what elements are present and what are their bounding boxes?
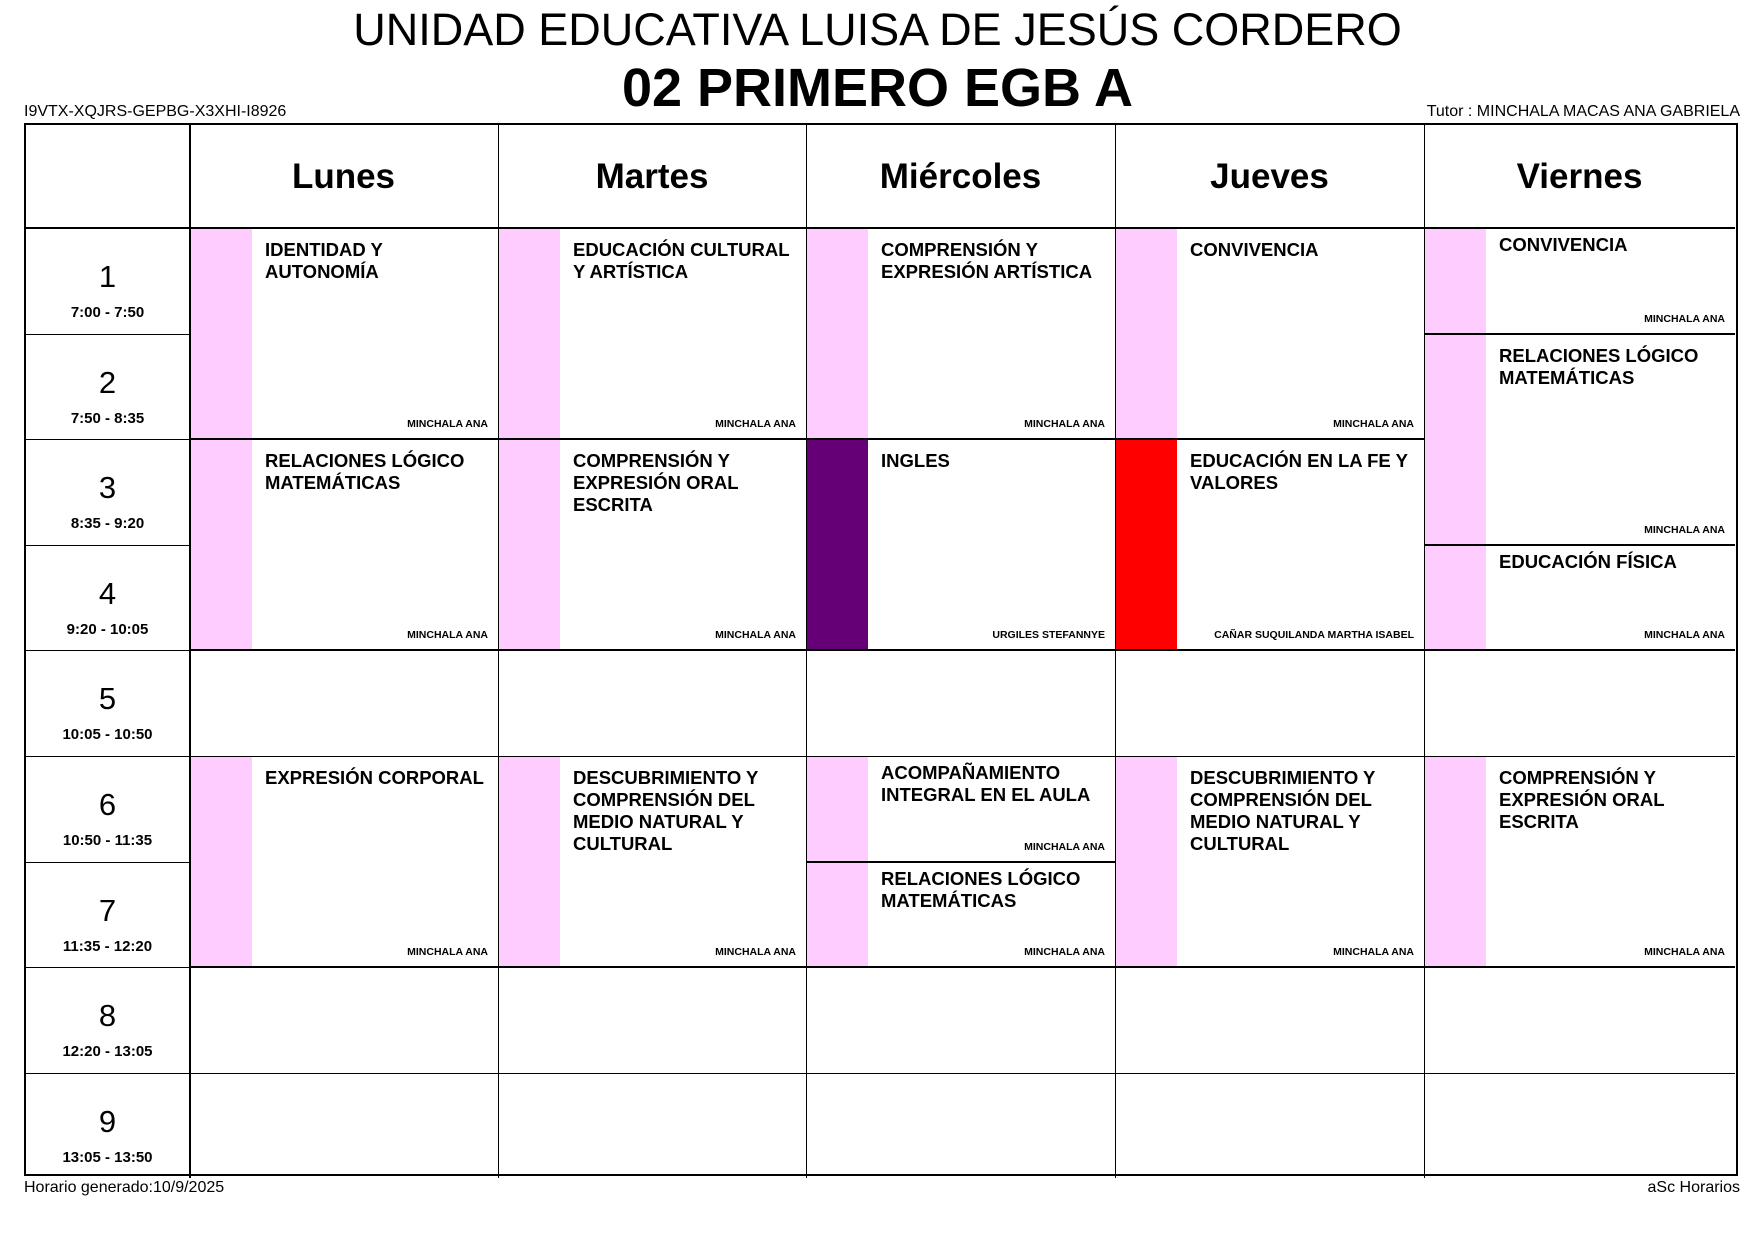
lesson-subject: CONVIVENCIA — [1190, 239, 1319, 260]
period-time: 12:20 - 13:05 — [62, 1043, 153, 1061]
period-number: 2 — [98, 364, 117, 400]
subject-color-bar — [499, 440, 560, 649]
subject-color-bar — [191, 229, 252, 438]
day-header-2: Martes — [595, 156, 709, 196]
lesson-card[interactable] — [1116, 229, 1424, 439]
lesson-subject: CONVIVENCIA — [1499, 234, 1628, 255]
lesson-card[interactable] — [807, 863, 1115, 968]
day-header-1: Lunes — [291, 156, 396, 196]
period-label — [26, 439, 189, 545]
lesson-teacher: MINCHALA ANA — [1644, 523, 1725, 536]
subject-color-bar — [1116, 757, 1177, 966]
lesson-card[interactable] — [1425, 229, 1735, 334]
lesson-teacher: MINCHALA ANA — [1024, 418, 1105, 431]
lesson-teacher: MINCHALA ANA — [1024, 946, 1105, 959]
subject-color-bar — [191, 440, 252, 649]
period-label — [26, 650, 189, 756]
lesson-subject: RELACIONES LÓGICO MATEMÁTICAS — [265, 450, 465, 494]
lesson-subject: ACOMPAÑAMIENTO INTEGRAL EN EL AULA — [881, 762, 1091, 805]
lesson-subject: COMPRENSIÓN Y EXPRESIÓN ORAL ESCRITA — [573, 450, 739, 516]
period-label — [26, 1073, 189, 1179]
subject-color-bar — [191, 757, 252, 966]
lesson-subject: DESCUBRIMIENTO Y COMPRENSIÓN DEL MEDIO NATURAL Y CULTURAL — [573, 767, 759, 854]
lesson-card[interactable] — [1116, 757, 1424, 967]
lesson-card[interactable] — [499, 757, 806, 967]
lesson-subject: RELACIONES LÓGICO MATEMÁTICAS — [1499, 344, 1699, 388]
lesson-teacher: MINCHALA ANA — [1333, 418, 1414, 431]
lesson-subject: COMPRENSIÓN Y EXPRESIÓN ORAL ESCRITA — [1499, 767, 1665, 832]
lesson-card[interactable] — [1425, 335, 1735, 545]
period-label — [26, 545, 189, 651]
subject-color-bar — [1425, 229, 1486, 333]
day-header-3: Miércoles — [879, 156, 1042, 196]
lesson-card[interactable] — [1425, 546, 1735, 651]
class-title: 02 PRIMERO EGB A — [621, 58, 1134, 118]
row-divider — [26, 650, 1735, 651]
subject-color-bar — [1425, 335, 1486, 544]
lesson-subject: IDENTIDAD Y AUTONOMÍA — [265, 239, 383, 282]
period-label — [26, 862, 189, 968]
period-time: 8:35 - 9:20 — [70, 515, 145, 533]
period-time: 13:05 - 13:50 — [62, 1148, 153, 1166]
period-time: 9:20 - 10:05 — [66, 620, 149, 638]
lesson-teacher: URGILES STEFANNYE — [992, 629, 1105, 642]
lesson-card[interactable] — [1425, 757, 1735, 967]
day-header-4: Jueves — [1210, 156, 1329, 196]
period-time: 7:50 - 8:35 — [70, 409, 145, 427]
lesson-subject: DESCUBRIMIENTO Y COMPRENSIÓN DEL MEDIO NATURAL Y CULTURAL — [1190, 767, 1376, 854]
lesson-card[interactable] — [191, 757, 498, 967]
lesson-teacher: MINCHALA ANA — [407, 629, 488, 642]
lesson-teacher: MINCHALA ANA — [1644, 946, 1725, 959]
period-label — [26, 967, 189, 1073]
subject-color-bar — [1116, 440, 1177, 649]
period-number: 3 — [98, 470, 117, 506]
lesson-teacher: MINCHALA ANA — [1644, 312, 1725, 325]
period-number: 8 — [98, 998, 117, 1034]
lesson-card[interactable] — [191, 440, 498, 650]
lesson-card[interactable] — [807, 757, 1115, 862]
period-time: 10:50 - 11:35 — [62, 832, 153, 849]
period-number: 4 — [98, 575, 117, 611]
lesson-card[interactable] — [807, 440, 1115, 650]
subject-color-bar — [1425, 546, 1486, 650]
lesson-teacher: MINCHALA ANA — [715, 629, 796, 642]
school-name: UNIDAD EDUCATIVA LUISA DE JESÚS CORDERO — [353, 4, 1402, 55]
subject-color-bar — [1116, 229, 1177, 438]
lesson-card[interactable] — [499, 440, 806, 650]
subject-color-bar — [807, 229, 868, 438]
subject-color-bar — [499, 757, 560, 966]
lesson-subject: INGLES — [881, 450, 950, 472]
lesson-card[interactable] — [499, 229, 806, 439]
lesson-card[interactable] — [807, 229, 1115, 439]
day-header-5: Viernes — [1516, 156, 1643, 196]
subject-color-bar — [807, 440, 868, 649]
lesson-teacher: MINCHALA ANA — [407, 946, 488, 959]
lesson-subject: RELACIONES LÓGICO MATEMÁTICAS — [881, 867, 1081, 911]
lesson-teacher: MINCHALA ANA — [1333, 946, 1414, 959]
period-time: 7:00 - 7:50 — [70, 304, 145, 321]
subject-color-bar — [1425, 757, 1486, 966]
tutor-label: Tutor : MINCHALA MACAS ANA GABRIELA — [1426, 103, 1740, 120]
lesson-card[interactable] — [191, 229, 498, 439]
lesson-teacher: MINCHALA ANA — [715, 418, 796, 431]
period-number: 6 — [98, 787, 117, 822]
lesson-subject: EDUCACIÓN FÍSICA — [1499, 550, 1677, 572]
period-number: 1 — [98, 259, 117, 294]
subject-color-bar — [807, 863, 868, 967]
lesson-teacher: CAÑAR SUQUILANDA MARTHA ISABEL — [1214, 629, 1414, 642]
lesson-teacher: MINCHALA ANA — [407, 418, 488, 431]
period-label — [26, 334, 189, 440]
period-label — [26, 228, 189, 334]
lesson-teacher: MINCHALA ANA — [715, 946, 796, 959]
lesson-subject: EXPRESIÓN CORPORAL — [265, 767, 484, 788]
software-credit: aSc Horarios — [1647, 1179, 1740, 1196]
subject-color-bar — [807, 757, 868, 861]
timetable-code: I9VTX-XQJRS-GEPBG-X3XHI-I8926 — [24, 103, 287, 120]
period-time: 10:05 - 10:50 — [62, 726, 153, 744]
lesson-card[interactable] — [1116, 440, 1424, 650]
period-number: 5 — [98, 681, 117, 717]
row-divider — [26, 967, 1735, 968]
timetable-grid — [24, 123, 1738, 1176]
period-time: 11:35 - 12:20 — [62, 937, 153, 955]
generated-date: Horario generado:10/9/2025 — [24, 1179, 225, 1196]
lesson-subject: COMPRENSIÓN Y EXPRESIÓN ARTÍSTICA — [881, 239, 1093, 282]
lesson-teacher: MINCHALA ANA — [1644, 629, 1725, 642]
period-number: 9 — [98, 1103, 117, 1139]
lesson-subject: EDUCACIÓN CULTURAL Y ARTÍSTICA — [573, 239, 790, 282]
lesson-teacher: MINCHALA ANA — [1024, 840, 1105, 853]
lesson-subject: EDUCACIÓN EN LA FE Y VALORES — [1190, 450, 1408, 494]
period-label — [26, 756, 189, 862]
subject-color-bar — [499, 229, 560, 438]
period-number: 7 — [98, 892, 117, 928]
row-divider — [26, 1073, 1735, 1074]
